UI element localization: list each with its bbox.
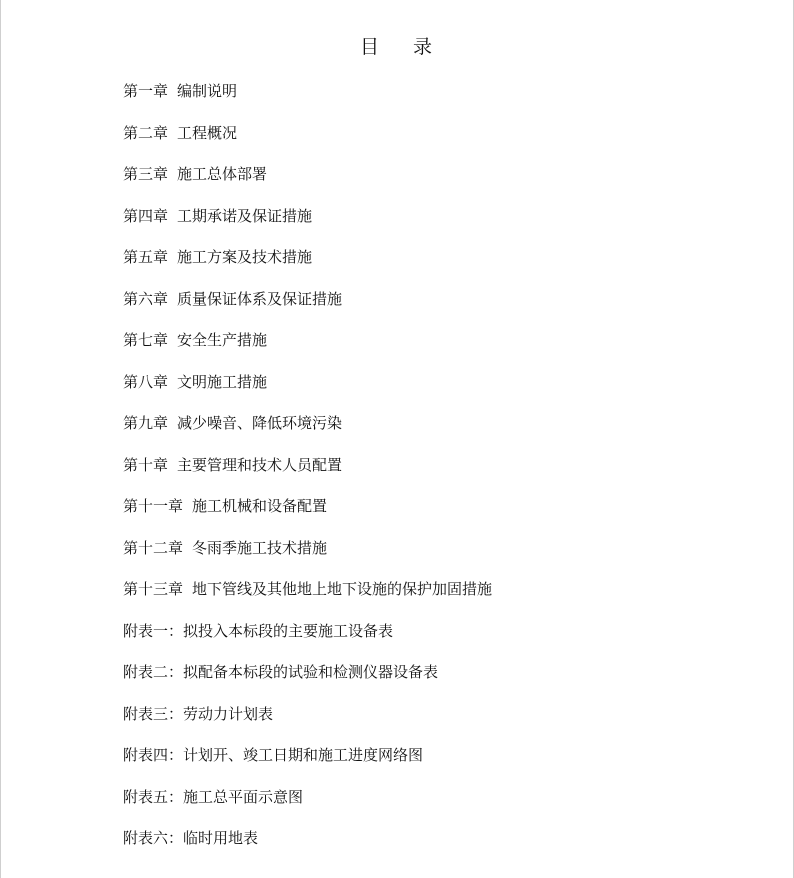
- appendix-label: 附表六：: [123, 829, 184, 847]
- chapter-title: 工程概况: [177, 123, 238, 142]
- chapter-label: 第十三章: [123, 580, 184, 598]
- chapter-label: 第六章: [123, 289, 169, 308]
- chapter-title: 减少噪音、降低环境污染: [177, 414, 343, 432]
- chapter-label: 第七章: [123, 331, 169, 349]
- chapter-label: 第八章: [123, 372, 169, 391]
- toc-title: 目 录: [359, 36, 447, 58]
- chapter-label: 第五章: [123, 248, 169, 266]
- appendix-label: 附表四：: [123, 746, 184, 764]
- toc-item-chapter-5: [123, 247, 492, 289]
- chapter-label: 第十章: [123, 455, 169, 474]
- toc-item-chapter-4: [123, 206, 492, 248]
- appendix-title: 临时用地表: [183, 829, 259, 847]
- toc-item-chapter-11: [123, 496, 492, 538]
- chapter-title: 施工方案及技术措施: [177, 248, 313, 266]
- chapter-label: 第四章: [123, 206, 169, 225]
- chapter-title: 质量保证体系及保证措施: [177, 289, 343, 308]
- chapter-label: 第一章: [123, 82, 169, 100]
- appendix-title: 拟投入本标段的主要施工设备表: [183, 621, 394, 640]
- toc-item-chapter-8: [123, 372, 492, 414]
- chapter-title: 工期承诺及保证措施: [177, 206, 313, 225]
- toc-item-chapter-2: [123, 123, 492, 165]
- chapter-title: 主要管理和技术人员配置: [177, 455, 343, 474]
- toc-item-appendix-1: [123, 621, 492, 663]
- toc-item-chapter-10: [123, 455, 492, 497]
- chapter-title: 施工机械和设备配置: [192, 497, 328, 515]
- appendix-title: 拟配备本标段的试验和检测仪器设备表: [183, 663, 439, 681]
- toc-item-chapter-13: [123, 579, 492, 621]
- appendix-label: 附表三：: [123, 704, 184, 723]
- chapter-label: 第三章: [123, 165, 169, 183]
- toc-item-chapter-3: [123, 164, 492, 206]
- chapter-title: 编制说明: [177, 82, 238, 100]
- toc-item-appendix-4: [123, 745, 492, 787]
- chapter-label: 第九章: [123, 414, 169, 432]
- appendix-title: 劳动力计划表: [183, 704, 274, 723]
- chapter-label: 第十二章: [123, 538, 184, 557]
- chapter-title: 施工总体部署: [177, 165, 268, 183]
- toc-item-chapter-1: [123, 81, 492, 123]
- chapter-label: 第二章: [123, 123, 169, 142]
- chapter-title: 安全生产措施: [177, 331, 268, 349]
- toc-item-chapter-12: [123, 538, 492, 580]
- toc-list: [123, 81, 492, 870]
- appendix-label: 附表一：: [123, 621, 184, 640]
- appendix-label: 附表二：: [123, 663, 184, 681]
- appendix-title: 施工总平面示意图: [183, 787, 304, 806]
- toc-item-appendix-6: [123, 828, 492, 870]
- chapter-title: 文明施工措施: [177, 372, 268, 391]
- chapter-title: 冬雨季施工技术措施: [192, 538, 328, 557]
- appendix-label: 附表五：: [123, 787, 184, 806]
- toc-item-chapter-9: [123, 413, 492, 455]
- appendix-title: 计划开、竣工日期和施工进度网络图: [183, 746, 424, 764]
- toc-item-appendix-3: [123, 704, 492, 746]
- chapter-title: 地下管线及其他地上地下设施的保护加固措施: [192, 580, 493, 598]
- toc-item-appendix-2: [123, 662, 492, 704]
- toc-item-appendix-5: [123, 787, 492, 829]
- toc-item-chapter-7: [123, 330, 492, 372]
- chapter-label: 第十一章: [123, 497, 184, 515]
- toc-item-chapter-6: [123, 289, 492, 331]
